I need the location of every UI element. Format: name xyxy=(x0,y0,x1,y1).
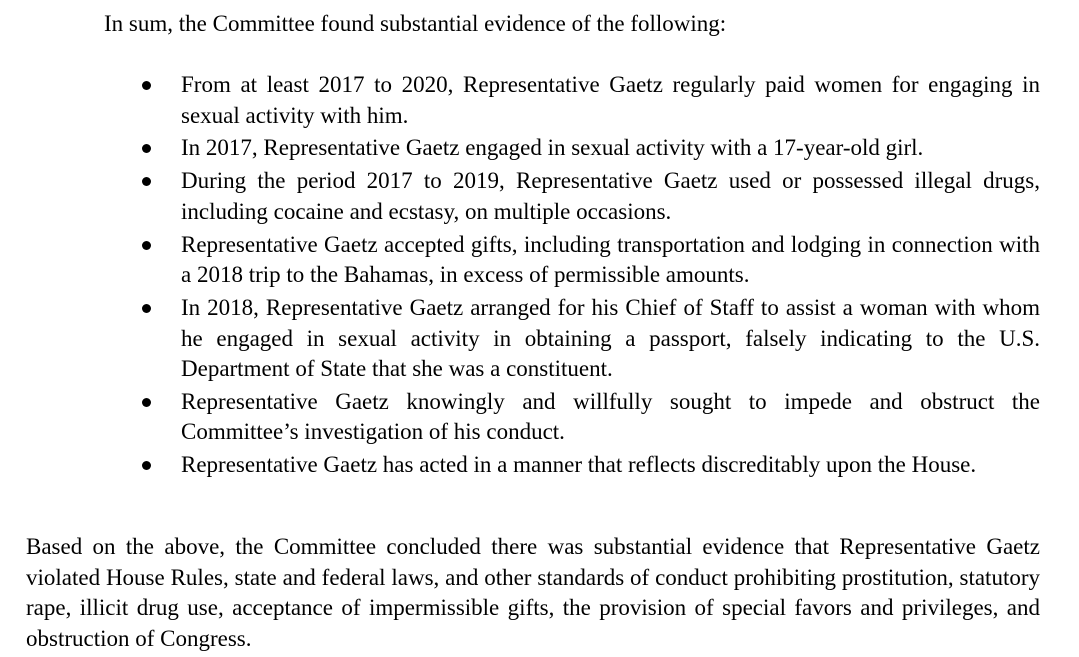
conclusion-paragraph: Based on the above, the Committee concluded there was substantial evidence that Representative Gaetz violated House Rules, state and federal laws, and other standards of conduct prohibiting prostitution, statutory rape, illicit drug use, acceptance of impermissible gifts, the provision of special favors and privileges, and obstruction of Congress. xyxy=(26,534,1040,651)
finding-text: Representative Gaetz has acted in a manner that reflects discreditably upon the House. xyxy=(181,452,977,478)
finding-text: Representative Gaetz knowingly and willfully sought to impede and obstruct the Committee’s investigation of his conduct. xyxy=(181,388,1040,445)
bullet-icon xyxy=(142,81,151,90)
findings-list xyxy=(142,70,1040,483)
finding-list-item xyxy=(142,450,1040,481)
finding-text: From at least 2017 to 2020, Representative Gaetz regularly paid women for engaging in sexual activity with him. xyxy=(181,72,1040,128)
finding-text: In 2017, Representative Gaetz engaged in sexual activity with a 17-year-old girl. xyxy=(181,135,924,161)
finding-list-item xyxy=(142,387,1040,448)
bullet-icon xyxy=(142,241,151,250)
finding-list-item xyxy=(142,70,1040,131)
bullet-icon xyxy=(142,144,151,153)
bullet-icon xyxy=(142,177,151,186)
bullet-icon xyxy=(142,398,151,407)
intro-paragraph: In sum, the Committee found substantial evidence of the following: xyxy=(104,11,727,36)
finding-text: Representative Gaetz accepted gifts, including transportation and lodging in connection with a 2018 trip to the Bahamas, in excess of permissible amounts. xyxy=(181,231,1040,288)
finding-text: During the period 2017 to 2019, Representative Gaetz used or possessed illegal drugs, including cocaine and ecstasy, on multiple occasions. xyxy=(181,168,1040,224)
finding-text: In 2018, Representative Gaetz arranged for his Chief of Staff to assist a woman with whom he engaged in sexual activity in obtaining a passport, falsely indicating to the U.S. Department of State that she was a constituent. xyxy=(181,295,1040,382)
bullet-icon xyxy=(142,304,151,313)
finding-list-item xyxy=(142,230,1040,291)
bullet-icon xyxy=(142,461,151,470)
finding-list-item xyxy=(142,293,1040,385)
finding-list-item xyxy=(142,133,1040,164)
finding-list-item xyxy=(142,166,1040,227)
